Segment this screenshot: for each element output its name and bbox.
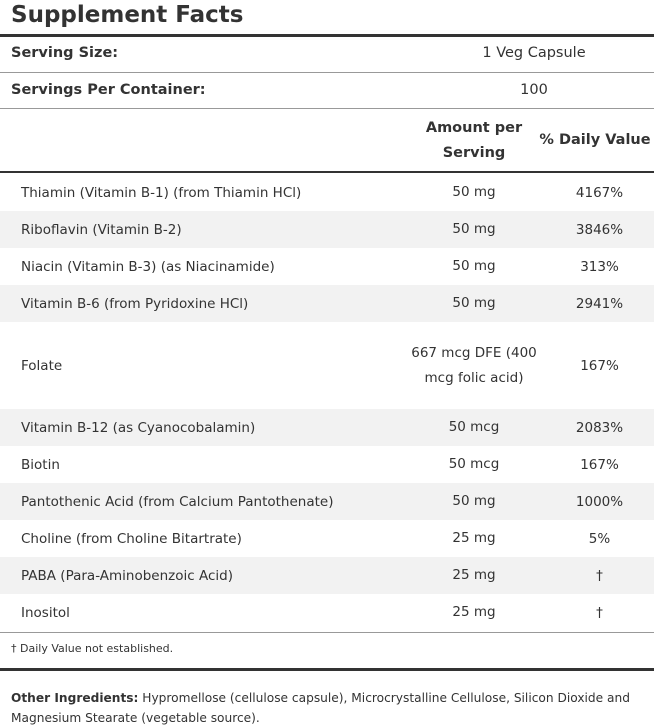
- panel-title: Supplement Facts: [11, 2, 244, 28]
- nutrient-daily-value: 167%: [580, 357, 619, 374]
- amount-per-serving-header: Amount per Serving: [425, 120, 523, 161]
- nutrient-name: Niacin (Vitamin B-3) (as Niacinamide): [21, 258, 275, 275]
- other-ingredients-text: Hypromellose (cellulose capsule), Microcrystalline Cellulose, Silicon Dioxide and Magnesium Stearate (vegetable source).: [11, 691, 630, 725]
- nutrient-row: [0, 285, 654, 322]
- nutrient-amount: 25 mg: [452, 604, 496, 620]
- nutrient-amount: 50 mg: [452, 295, 496, 311]
- title-divider: [0, 34, 654, 37]
- servings-divider: [0, 108, 654, 109]
- nutrient-row: [0, 409, 654, 446]
- nutrient-amount: 25 mg: [452, 530, 496, 546]
- header-divider: [0, 171, 654, 173]
- nutrient-amount: 50 mg: [452, 184, 496, 200]
- table-bottom-divider: [0, 632, 654, 633]
- footnote-divider: [0, 668, 654, 671]
- nutrient-amount: 667 mcg DFE (400 mcg folic acid): [411, 344, 537, 386]
- nutrient-daily-value: 3846%: [575, 221, 624, 238]
- nutrient-daily-value: 2941%: [575, 295, 624, 312]
- nutrient-daily-value: 4167%: [575, 184, 624, 201]
- nutrient-amount: 50 mg: [452, 493, 496, 509]
- nutrient-daily-value: †: [596, 604, 603, 621]
- nutrient-row: [0, 446, 654, 483]
- other-ingredients: [11, 688, 641, 728]
- nutrient-name: Inositol: [21, 604, 70, 621]
- nutrient-daily-value: 5%: [588, 530, 611, 547]
- nutrient-name: Riboflavin (Vitamin B-2): [21, 221, 182, 238]
- nutrient-amount: 50 mcg: [448, 456, 500, 472]
- nutrient-daily-value: 167%: [580, 456, 619, 473]
- servings-per-container-value: 100: [520, 82, 548, 98]
- nutrient-row: [0, 557, 654, 594]
- nutrient-name: Choline (from Choline Bitartrate): [21, 530, 242, 547]
- nutrient-name: Vitamin B-12 (as Cyanocobalamin): [21, 419, 256, 436]
- serving-size-value: 1 Veg Capsule: [482, 45, 586, 61]
- nutrient-row: [0, 594, 654, 631]
- nutrient-name: Vitamin B-6 (from Pyridoxine HCl): [21, 295, 249, 312]
- nutrient-amount: 25 mg: [452, 567, 496, 583]
- nutrient-amount: 50 mg: [452, 221, 496, 237]
- nutrient-row: [0, 322, 654, 409]
- daily-value-header: % Daily Value: [539, 132, 651, 148]
- nutrient-name: Biotin: [21, 456, 60, 473]
- nutrient-daily-value: 313%: [580, 258, 619, 275]
- serving-divider: [0, 72, 654, 73]
- other-ingredients-label: Other Ingredients:: [11, 691, 139, 705]
- nutrient-daily-value: †: [596, 567, 603, 584]
- nutrient-row: [0, 174, 654, 211]
- nutrient-amount: 50 mcg: [448, 419, 500, 435]
- nutrient-amount: 50 mg: [452, 258, 496, 274]
- nutrient-daily-value: 1000%: [575, 493, 624, 510]
- nutrient-row: [0, 211, 654, 248]
- nutrient-name: PABA (Para-Aminobenzoic Acid): [21, 567, 233, 584]
- nutrient-table: [0, 174, 654, 631]
- nutrient-name: Thiamin (Vitamin B-1) (from Thiamin HCl): [21, 184, 302, 201]
- nutrient-daily-value: 2083%: [575, 419, 624, 436]
- nutrient-row: [0, 248, 654, 285]
- footnote: † Daily Value not established.: [11, 642, 174, 655]
- nutrient-row: [0, 483, 654, 520]
- nutrient-name: Folate: [21, 357, 63, 374]
- nutrient-row: [0, 520, 654, 557]
- servings-per-container-label: Servings Per Container:: [11, 82, 206, 98]
- nutrient-name: Pantothenic Acid (from Calcium Pantothenate): [21, 493, 334, 510]
- serving-size-label: Serving Size:: [11, 45, 119, 61]
